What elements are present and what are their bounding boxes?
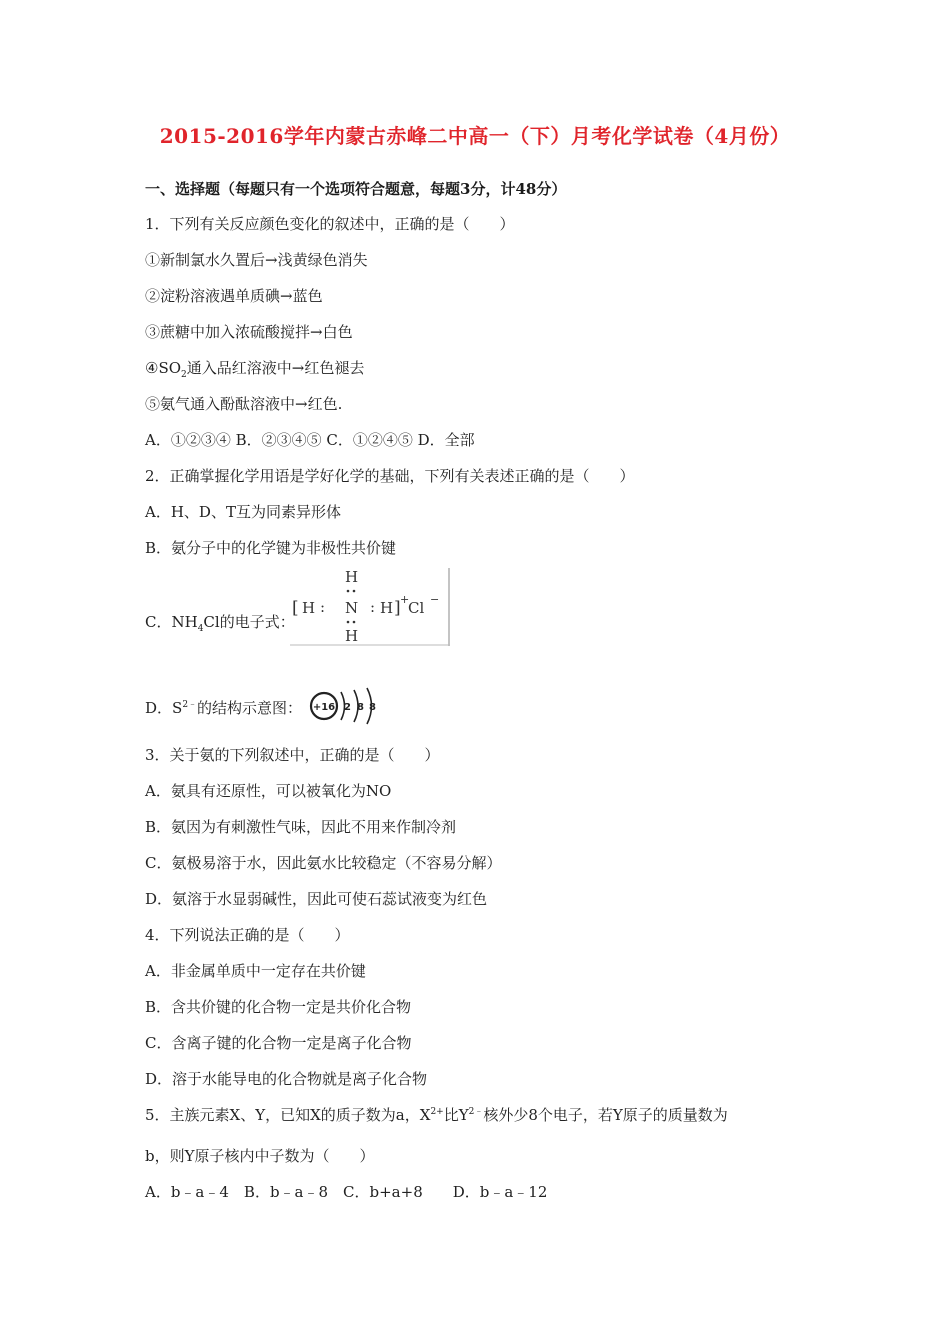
q1-item-3: ③蔗糖中加入浓硫酸搅拌→白色 [145,323,353,341]
q3-option-c: C．氨极易溶于水，因此氨水比较稳定（不容易分解） [145,854,502,872]
q2-option-b: B．氨分子中的化学键为非极性共价键 [145,539,397,557]
q2-stem: 2．正确掌握化学用语是学好化学的基础，下列有关表述正确的是（ ） [145,467,635,485]
cl-ion: Cl [408,599,425,617]
electron-formula-svg [290,566,452,648]
n-center: N [345,599,359,617]
q1-item-5: ⑤氨气通入酚酞溶液中→红色. [145,395,343,413]
q1-item-4 [145,357,364,378]
q5-stem-part-3: 核外少8个电子，若Y原子的质量数为 [483,1106,728,1124]
q1-item-4-rest: 通入品红溶液中→红色褪去 [186,359,365,377]
q3-option-b: B．氨因为有刺激性气味，因此不用来作制冷剂 [145,818,457,836]
q5-stem-line-2: b，则Y原子核内中子数为（ ） [145,1147,375,1165]
h-top: H [345,568,359,586]
section-heading: 一、选择题（每题只有一个选项符合题意，每题3分，计48分） [145,180,567,198]
q2-c-subscript: 4 [197,624,204,634]
h-bottom: H [345,627,359,645]
charge-plus: + [400,593,410,606]
q3-stem: 3．关于氨的下列叙述中，正确的是（ ） [145,746,440,764]
q5-stem-line-1 [145,1104,728,1125]
q1-item-2: ②淀粉溶液遇单质碘→蓝色 [145,287,323,305]
q2-d-superscript: 2﹣ [182,700,198,710]
q2-c-pre: C．NH [145,613,198,631]
structure-svg [306,686,378,726]
q2-option-c [145,611,295,632]
shell-count-2: 8 [357,702,364,713]
electron-dot [347,590,350,593]
nh4cl-electron-formula [290,566,452,652]
q1-item-1: ①新制氯水久置后→浅黄绿色消失 [145,251,368,269]
q1-item-4-subscript: 2 [181,370,187,380]
q3-option-d: D．氨溶于水显弱碱性，因此可使石蕊试液变为红色 [145,890,488,908]
colon-left: : [320,598,326,616]
q4-option-a: A．非金属单质中一定存在共价键 [145,962,366,980]
q3-option-a: A．氨具有还原性，可以被氧化为NO [145,782,392,800]
q5-stem-part-1: 5．主族元素X、Y，已知X的质子数为a，X [145,1106,431,1124]
shell-count-1: 2 [344,702,351,713]
nucleus-charge: +16 [312,702,336,713]
electron-dot [353,590,356,593]
electron-dot [347,621,350,624]
q1-stem: 1．下列有关反应颜色变化的叙述中，正确的是（ ） [145,215,515,233]
q5-stem-part-2: 比Y [443,1106,469,1124]
q2-d-post: 的结构示意图： [197,699,303,717]
q1-options: A．①②③④ B．②③④⑤ C．①②④⑤ D．全部 [145,431,475,449]
sulfide-structure-diagram [306,686,378,730]
q4-option-c: C．含离子键的化合物一定是离子化合物 [145,1034,412,1052]
q2-option-d [145,697,302,718]
q5-options: A．b﹣a﹣4 B．b﹣a﹣8 C．b+a+8 D．b﹣a﹣12 [145,1183,548,1201]
q4-option-b: B．含共价键的化合物一定是共价化合物 [145,998,412,1016]
q4-option-d: D．溶于水能导电的化合物就是离子化合物 [145,1070,428,1088]
q5-superscript-2: 2﹣ [468,1107,484,1117]
charge-minus: − [430,593,440,606]
shell-count-3: 8 [369,702,376,713]
h-right: H [380,599,394,617]
bracket-open: [ [292,598,299,618]
q5-superscript-1: 2+ [430,1107,444,1117]
colon-right: : [370,598,376,616]
electron-dot [353,621,356,624]
q1-item-4-pre: ④SO [145,359,182,377]
h-left: H [302,599,316,617]
q4-stem: 4．下列说法正确的是（ ） [145,926,350,944]
exam-title: 2015-2016学年内蒙古赤峰二中高一（下）月考化学试卷（4月份） [159,124,791,148]
q2-d-pre: D．S [145,699,183,717]
q2-c-post: Cl的电子式： [203,613,295,631]
bracket-close: ] [394,598,401,618]
q2-option-a: A．H、D、T互为同素异形体 [145,503,341,521]
